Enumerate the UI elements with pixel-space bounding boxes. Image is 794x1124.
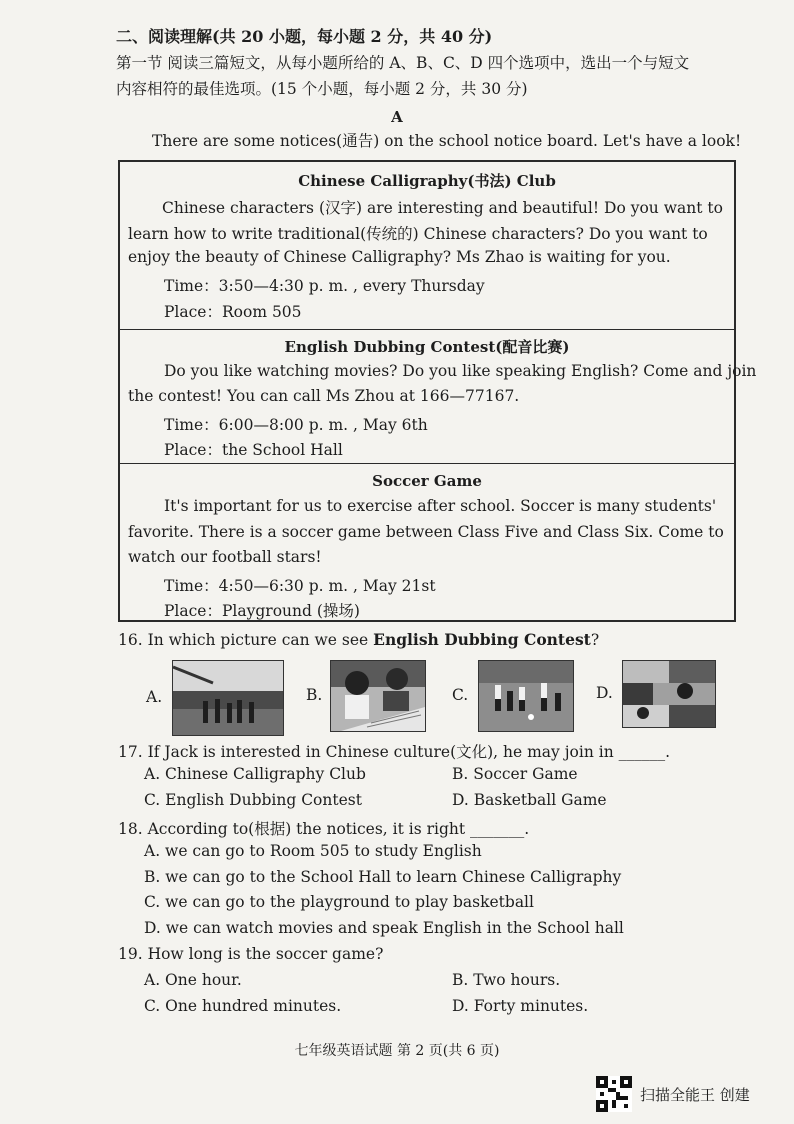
- picture-option-d-label[interactable]: D.: [596, 684, 613, 702]
- question-17-option-d[interactable]: D. Basketball Game: [452, 791, 607, 809]
- notice-calligraphy: [120, 162, 734, 330]
- notice-time: Time：3:50—4:30 p. m. , every Thursday: [164, 277, 485, 295]
- picture-option-b-label[interactable]: B.: [306, 686, 323, 704]
- question-16: [118, 630, 599, 649]
- section-intro-line1: 第一节 阅读三篇短文，从每小题所给的 A、B、C、D 四个选项中，选出一个与短文: [116, 54, 690, 72]
- notice-text-line: watch our football stars!: [128, 548, 322, 566]
- notice-title: Soccer Game: [372, 472, 482, 490]
- notice-place: Place：Playground (操场): [164, 602, 360, 620]
- notice-text-line: the contest! You can call Ms Zhou at 166—77167.: [128, 387, 520, 405]
- question-18-option-c[interactable]: C. we can go to the playground to play basketball: [144, 893, 534, 911]
- question-16-stem-bold: English Dubbing Contest: [373, 630, 591, 649]
- picture-option-b[interactable]: [330, 660, 426, 732]
- notice-board-box: [118, 160, 757, 622]
- question-19-option-c[interactable]: C. One hundred minutes.: [144, 997, 342, 1015]
- picture-option-a[interactable]: [172, 660, 284, 736]
- picture-option-d[interactable]: [622, 660, 716, 728]
- notice-dubbing-contest: [120, 330, 757, 464]
- section-title: 二、阅读理解(共 20 小题，每小题 2 分，共 40 分): [116, 27, 493, 46]
- notice-text-line: learn how to write traditional(传统的) Chinese characters? Do you want to: [128, 225, 708, 243]
- question-17-option-c[interactable]: C. English Dubbing Contest: [144, 791, 362, 809]
- picture-a-image: [173, 661, 283, 735]
- question-17-stem: 17. If Jack is interested in Chinese culture(文化), he may join in ______.: [118, 743, 671, 761]
- page-footer: 七年级英语试题 第 2 页(共 6 页): [294, 1043, 500, 1059]
- passage-intro: There are some notices(通告) on the school notice board. Let's have a look!: [152, 132, 742, 150]
- qr-code-icon: [596, 1076, 632, 1112]
- question-16-stem-post: ?: [590, 631, 600, 649]
- notice-text-line: favorite. There is a soccer game between Class Five and Class Six. Come to: [128, 523, 724, 541]
- question-18-stem: 18. According to(根据) the notices, it is right _______.: [118, 820, 530, 838]
- question-17-option-b[interactable]: B. Soccer Game: [452, 765, 578, 783]
- question-19-option-d[interactable]: D. Forty minutes.: [452, 997, 589, 1015]
- question-19-option-b[interactable]: B. Two hours.: [452, 971, 561, 989]
- picture-c-image: [479, 661, 573, 731]
- question-18-option-a[interactable]: A. we can go to Room 505 to study English: [144, 842, 482, 860]
- picture-option-c[interactable]: [478, 660, 574, 732]
- notice-title: English Dubbing Contest(配音比赛): [284, 338, 570, 356]
- notice-time: Time：4:50—6:30 p. m. , May 21st: [164, 577, 436, 595]
- question-19-stem: 19. How long is the soccer game?: [118, 945, 384, 963]
- question-17-option-a[interactable]: A. Chinese Calligraphy Club: [144, 765, 366, 783]
- notice-place: Place：Room 505: [164, 303, 302, 321]
- notice-text-line: enjoy the beauty of Chinese Calligraphy? Ms Zhao is waiting for you.: [128, 248, 671, 266]
- notice-text-line: Chinese characters (汉字) are interesting and beautiful! Do you want to: [162, 199, 723, 217]
- question-19-option-a[interactable]: A. One hour.: [144, 971, 242, 989]
- question-18-option-d[interactable]: D. we can watch movies and speak English in the School hall: [144, 919, 624, 937]
- picture-option-c-label[interactable]: C.: [452, 686, 469, 704]
- notice-time: Time：6:00—8:00 p. m. , May 6th: [164, 416, 428, 434]
- notice-text-line: It's important for us to exercise after school. Soccer is many students': [164, 497, 717, 515]
- passage-letter: A: [391, 108, 403, 126]
- notice-text-line: Do you like watching movies? Do you like speaking English? Come and join: [164, 362, 757, 380]
- notice-soccer-game: [120, 464, 734, 622]
- question-18-option-b[interactable]: B. we can go to the School Hall to learn Chinese Calligraphy: [144, 868, 622, 886]
- picture-option-a-label[interactable]: A.: [146, 688, 163, 706]
- notice-title: Chinese Calligraphy(书法) Club: [298, 172, 556, 190]
- section-intro-line2: 内容相符的最佳选项。(15 个小题，每小题 2 分，共 30 分): [116, 80, 528, 98]
- notice-place: Place：the School Hall: [164, 441, 343, 459]
- picture-d-image: [623, 661, 715, 727]
- picture-b-image: [331, 661, 425, 731]
- question-16-stem-pre: 16. In which picture can we see: [118, 631, 374, 649]
- scanner-watermark: 扫描全能王 创建: [640, 1086, 750, 1104]
